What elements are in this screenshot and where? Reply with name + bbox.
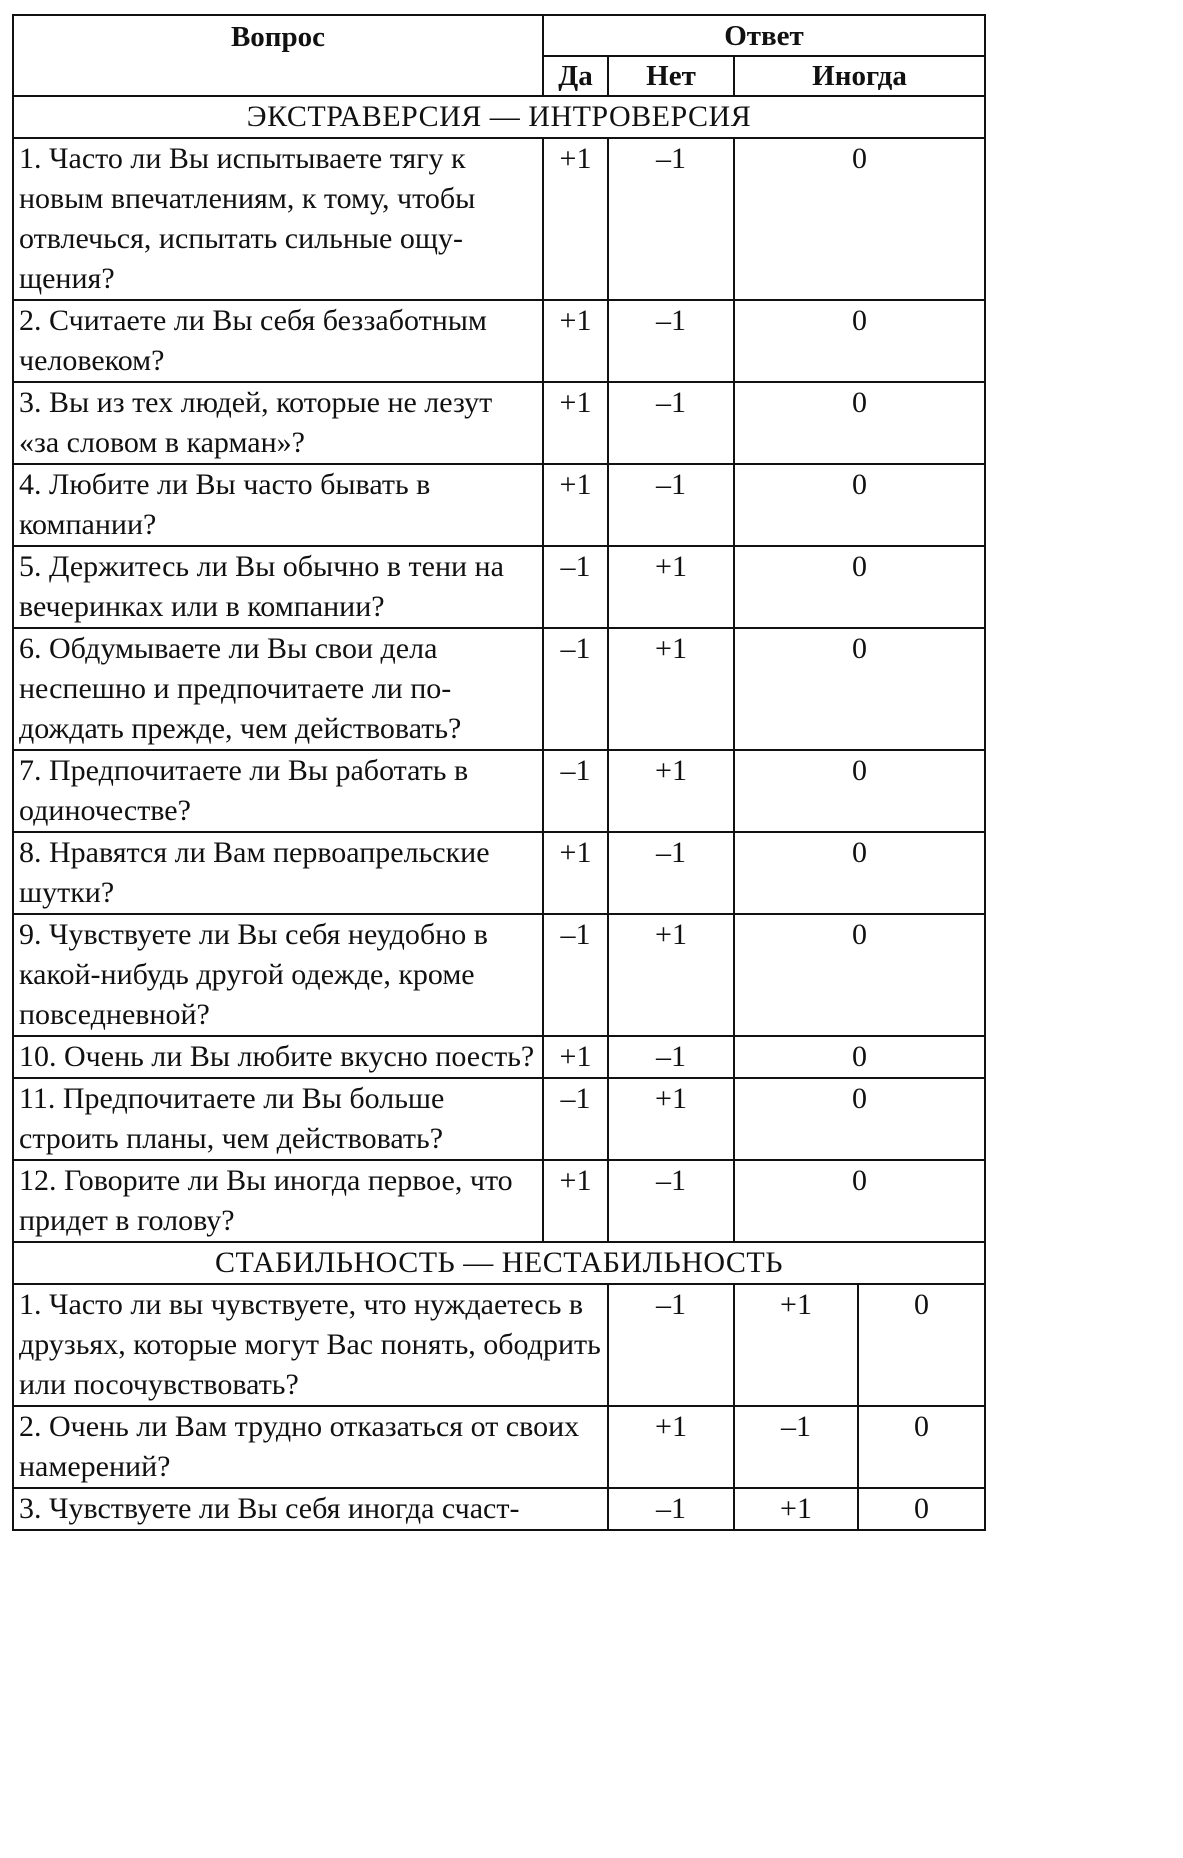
sometimes-value: 0 bbox=[734, 138, 985, 300]
yes-value: +1 bbox=[543, 1160, 608, 1242]
sometimes-value: 0 bbox=[734, 1036, 985, 1078]
question-cell: 12. Говорите ли Вы иногда первое, что придет в голову? bbox=[13, 1160, 543, 1242]
table-row bbox=[13, 300, 985, 382]
yes-value: –1 bbox=[543, 1078, 608, 1160]
table-row bbox=[13, 1160, 985, 1242]
table-row bbox=[13, 546, 985, 628]
header-yes: Да bbox=[543, 56, 608, 96]
header-answer: Ответ bbox=[543, 15, 985, 56]
sometimes-value: 0 bbox=[858, 1284, 985, 1406]
no-value: –1 bbox=[608, 832, 734, 914]
yes-value: +1 bbox=[543, 382, 608, 464]
no-value: +1 bbox=[608, 750, 734, 832]
no-value: +1 bbox=[734, 1284, 858, 1406]
yes-value: +1 bbox=[543, 300, 608, 382]
question-cell: 2. Очень ли Вам трудно отказаться от своих намерений? bbox=[13, 1406, 608, 1488]
sometimes-value: 0 bbox=[858, 1488, 985, 1530]
question-cell: 9. Чувствуете ли Вы себя неудобно в какой-нибудь другой одежде, кроме повседневной? bbox=[13, 914, 543, 1036]
sometimes-value: 0 bbox=[734, 914, 985, 1036]
yes-value: –1 bbox=[543, 750, 608, 832]
no-value: –1 bbox=[608, 300, 734, 382]
no-value: –1 bbox=[608, 1036, 734, 1078]
question-cell: 7. Предпочитаете ли Вы работать в одиночестве? bbox=[13, 750, 543, 832]
table-row bbox=[13, 914, 985, 1036]
header-sometimes: Иногда bbox=[734, 56, 985, 96]
table-row bbox=[13, 1284, 985, 1406]
sometimes-value: 0 bbox=[734, 1160, 985, 1242]
sometimes-value: 0 bbox=[734, 628, 985, 750]
yes-value: +1 bbox=[543, 1036, 608, 1078]
yes-value: –1 bbox=[608, 1284, 734, 1406]
sometimes-value: 0 bbox=[734, 1078, 985, 1160]
no-value: +1 bbox=[734, 1488, 858, 1530]
header-question: Вопрос bbox=[13, 15, 543, 96]
yes-value: +1 bbox=[543, 464, 608, 546]
question-cell: 11. Предпочитаете ли Вы больше строить планы, чем действовать? bbox=[13, 1078, 543, 1160]
question-cell: 5. Держитесь ли Вы обычно в тени на вечеринках или в компании? bbox=[13, 546, 543, 628]
no-value: +1 bbox=[608, 546, 734, 628]
question-cell: 2. Считаете ли Вы себя беззаботным человеком? bbox=[13, 300, 543, 382]
question-cell: 4. Любите ли Вы часто бывать в компании? bbox=[13, 464, 543, 546]
table-row bbox=[13, 138, 985, 300]
yes-value: –1 bbox=[543, 628, 608, 750]
section-title: СТАБИЛЬНОСТЬ — НЕСТАБИЛЬНОСТЬ bbox=[13, 1242, 985, 1284]
yes-value: +1 bbox=[543, 138, 608, 300]
yes-value: –1 bbox=[543, 914, 608, 1036]
question-cell: 10. Очень ли Вы любите вкусно поесть? bbox=[13, 1036, 543, 1078]
table-row bbox=[13, 1488, 985, 1530]
no-value: –1 bbox=[608, 138, 734, 300]
question-cell: 8. Нравятся ли Вам первоапрельские шутки? bbox=[13, 832, 543, 914]
table-row bbox=[13, 628, 985, 750]
table-row bbox=[13, 1406, 985, 1488]
question-cell: 3. Вы из тех людей, которые не лезут «за словом в карман»? bbox=[13, 382, 543, 464]
yes-value: +1 bbox=[543, 832, 608, 914]
sometimes-value: 0 bbox=[734, 464, 985, 546]
question-cell: 1. Часто ли Вы испытываете тягу к новым впечатлениям, к тому, чтобы отвлечься, испытать сильные ощущения? bbox=[13, 138, 543, 300]
question-cell: 6. Обдумываете ли Вы свои дела неспешно и предпочитаете ли подождать прежде, чем действовать? bbox=[13, 628, 543, 750]
table-row bbox=[13, 382, 985, 464]
question-cell: 1. Часто ли вы чувствуете, что нуждаетесь в друзьях, которые могут Вас понять, ободрить или посочувствовать? bbox=[13, 1284, 608, 1406]
no-value: –1 bbox=[608, 464, 734, 546]
no-value: +1 bbox=[608, 914, 734, 1036]
yes-value: –1 bbox=[608, 1488, 734, 1530]
section-title: ЭКСТРАВЕРСИЯ — ИНТРОВЕРСИЯ bbox=[13, 96, 985, 138]
no-value: –1 bbox=[734, 1406, 858, 1488]
no-value: –1 bbox=[608, 382, 734, 464]
table-row bbox=[13, 750, 985, 832]
sometimes-value: 0 bbox=[858, 1406, 985, 1488]
sometimes-value: 0 bbox=[734, 750, 985, 832]
no-value: +1 bbox=[608, 628, 734, 750]
table-row bbox=[13, 1036, 985, 1078]
header-no: Нет bbox=[608, 56, 734, 96]
sometimes-value: 0 bbox=[734, 546, 985, 628]
no-value: –1 bbox=[608, 1160, 734, 1242]
table-row bbox=[13, 464, 985, 546]
no-value: +1 bbox=[608, 1078, 734, 1160]
questionnaire-table bbox=[12, 14, 986, 1531]
yes-value: –1 bbox=[543, 546, 608, 628]
yes-value: +1 bbox=[608, 1406, 734, 1488]
sometimes-value: 0 bbox=[734, 382, 985, 464]
table-row bbox=[13, 832, 985, 914]
question-cell: 3. Чувствуете ли Вы себя иногда счаст- bbox=[13, 1488, 608, 1530]
sometimes-value: 0 bbox=[734, 300, 985, 382]
table-row bbox=[13, 1078, 985, 1160]
sometimes-value: 0 bbox=[734, 832, 985, 914]
